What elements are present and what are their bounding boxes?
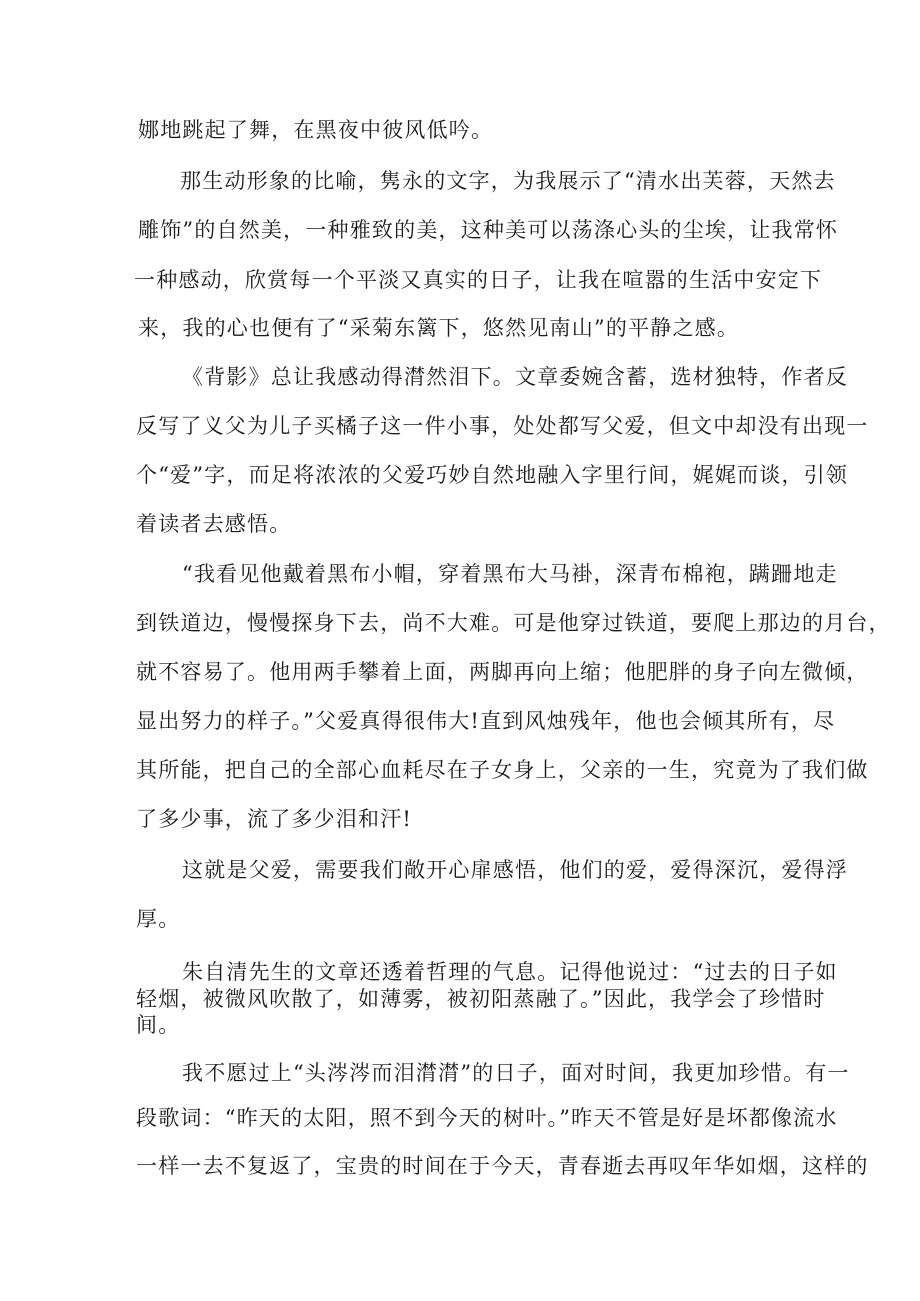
text-line: 雕饰”的自然美，一种雅致的美，这种美可以荡涤心头的尘埃，让我常怀: [138, 218, 839, 242]
text-line: 其所能，把自己的全部心血耗尽在子女身上，父亲的一生，究竟为了我们做: [136, 758, 869, 782]
text-line: 厚。: [136, 907, 181, 931]
text-line: 间。: [136, 1013, 181, 1037]
text-line: 一样一去不复返了，宝贵的时间在于今天，青春逝去再叹年华如烟，这样的: [136, 1154, 869, 1178]
text-line: 《背影》总让我感动得潸然泪下。文章委婉含蓄，选材独特，作者反: [182, 365, 848, 389]
text-line: 就不容易了。他用两手攀着上面，两脚再向上缩；他肥胖的身子向左微倾，: [136, 660, 869, 684]
text-line: 这就是父爱，需要我们敞开心扉感悟，他们的爱，爱得深沉，爱得浮: [182, 858, 848, 882]
text-line: 我不愿过上“头涔涔而泪潸潸”的日子，面对时间，我更加珍惜。有一: [182, 1061, 850, 1085]
text-line: 娜地跳起了舞，在黑夜中彼风低吟。: [138, 118, 494, 142]
text-line: 段歌词：“昨天的太阳，照不到今天的树叶。”昨天不管是好是坏都像流水: [136, 1106, 838, 1130]
text-line: 着读者去感悟。: [136, 512, 292, 536]
text-line: 个“爱”字，而足将浓浓的父爱巧妙自然地融入字里行间，娓娓而谈，引领: [136, 463, 849, 487]
text-line: 了多少事，流了多少泪和汗!: [136, 807, 413, 831]
text-line: 朱自清先生的文章还透着哲理的气息。记得他说过：“过去的日子如: [182, 960, 838, 984]
text-line: 到铁道边，慢慢探身下去，尚不大难。可是他穿过铁道，要爬上那边的月台，: [136, 611, 891, 635]
text-line: 轻烟，被微风吹散了，如薄雾，被初阳蒸融了。”因此，我学会了珍惜时: [136, 987, 826, 1011]
text-line: “我看见他戴着黑布小帽，穿着黑布大马褂，深青布棉袍，蹒跚地走: [182, 562, 838, 586]
text-line: 显出努力的样子。”父爱真得很伟大!直到风烛残年，他也会倾其所有，尽: [136, 709, 836, 733]
text-line: 反写了义父为儿子买橘子这一件小事，处处都写父爱，但文中却没有出现一: [136, 414, 869, 438]
text-line: 一种感动，欣赏每一个平淡又真实的日子，让我在喧嚣的生活中安定下: [134, 268, 823, 292]
text-line: 那生动形象的比喻，隽永的文字，为我展示了“清水出芙蓉，天然去: [180, 169, 836, 193]
text-line: 来，我的心也便有了“采菊东篱下，悠然见南山”的平静之感。: [138, 316, 740, 340]
